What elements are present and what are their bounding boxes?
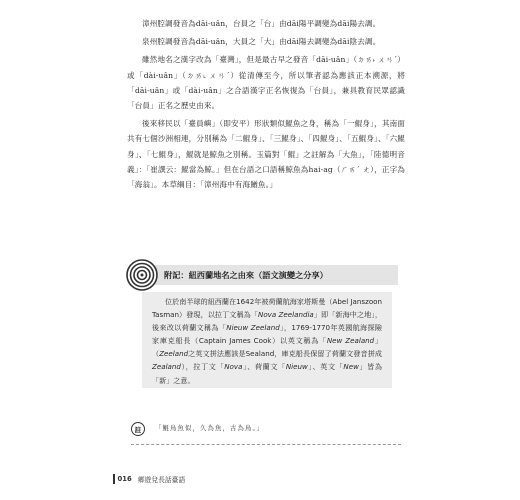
paragraph: 後來移民以「臺員嶼」（即安平）形狀類似鯤魚之身，稱為「一鯤身」，其南面共有七個沙洲相連，分別稱為「二鯤身」、「三鯤身」、「四鯤身」、「五鯤身」、「六鯤身」、「七鯤身」，鯤就是鯨魚之別稱。玉篇對「鯤」之註解為「大魚」，「陸德明音義」：「崔譔云：鯤當為鯨。」但在台語之口語稱鯨魚為hai-ag（ㄏㄞˊ ㄤ），正字為「海翁」。本草綱目：「漳州海中有海鰌魚。」 [127, 119, 405, 190]
aside-text: 」、荷蘭文「 [242, 362, 286, 372]
aside-text: 」（ [152, 336, 383, 359]
paragraph: 泉州腔調發音為dāi-uân，大員之「大」由dāi陽去調變為dāi陰去調。 [142, 37, 381, 47]
note-icon: 註 [131, 422, 145, 436]
footer-divider [113, 474, 115, 484]
footnote-text: 「鯤鳥魚似，久為魚，古為鳥。」 [155, 425, 265, 432]
spiral-icon [126, 259, 158, 291]
aside-text: 之英文拼法應該是Sealand，庫克船長保留了荷蘭文發音拼成 [188, 349, 382, 359]
aside-term: Nieuw Zeeland [226, 323, 280, 333]
aside-text: 位於南半球的紐西蘭在1642年被荷蘭航海家塔斯曼（Abel Janszoon Tasman）發現，以拉丁文稱為「 [152, 297, 382, 320]
aside-term: New Zealand [326, 336, 375, 346]
aside-text: 」、英文「 [307, 362, 344, 372]
aside-term: Zealand [152, 362, 181, 372]
body-text [127, 16, 405, 195]
aside-term: Nova [224, 362, 243, 372]
aside-box [142, 292, 392, 388]
aside-term: New [343, 362, 359, 372]
aside-paragraph [152, 295, 382, 387]
book-title: 鄉遊兌長話臺語 [137, 476, 186, 484]
page-footer [113, 474, 185, 484]
aside-text: 」即「新海中之地」，後來改以荷蘭文稱為「 [152, 310, 383, 333]
aside-header [126, 259, 398, 291]
aside-text: ），拉丁文「 [180, 362, 225, 372]
page-number: 016 [117, 475, 132, 483]
aside-text: 」皆為「新」之意。 [152, 362, 383, 385]
aside-term: Nieuw [285, 362, 308, 372]
aside-title: 附記：紐西蘭地名之由來（語文演變之分享） [148, 265, 398, 285]
footnote [131, 420, 401, 445]
aside-term: Zeeland [159, 349, 189, 359]
aside-text: 」，1769-1770年英國航海探險家庫克船長（Captain James Cook）以英文稱為「 [152, 323, 382, 346]
aside-term: Nova Zeelandia [258, 310, 314, 320]
paragraph: 雖然地名之漢字改為「臺灣」，但是最古早之發音「dāi-uân」（ㄉㄞ˫ ㄨㄢˊ）或「dài-uân」（ㄉㄞ˪ ㄨㄢˊ）從清傳至今，所以筆者認為應該正本溯源，將「dāi-uân」或「dài-uân」之合語漢字正名恢復為「台員」，兼具教育民眾認識「台員」正名之歷史由來。 [127, 55, 405, 111]
paragraph: 漳州腔調發音為dāi-uân，台員之「台」由dāi陽平調變為dāi陽去調。 [142, 19, 381, 28]
